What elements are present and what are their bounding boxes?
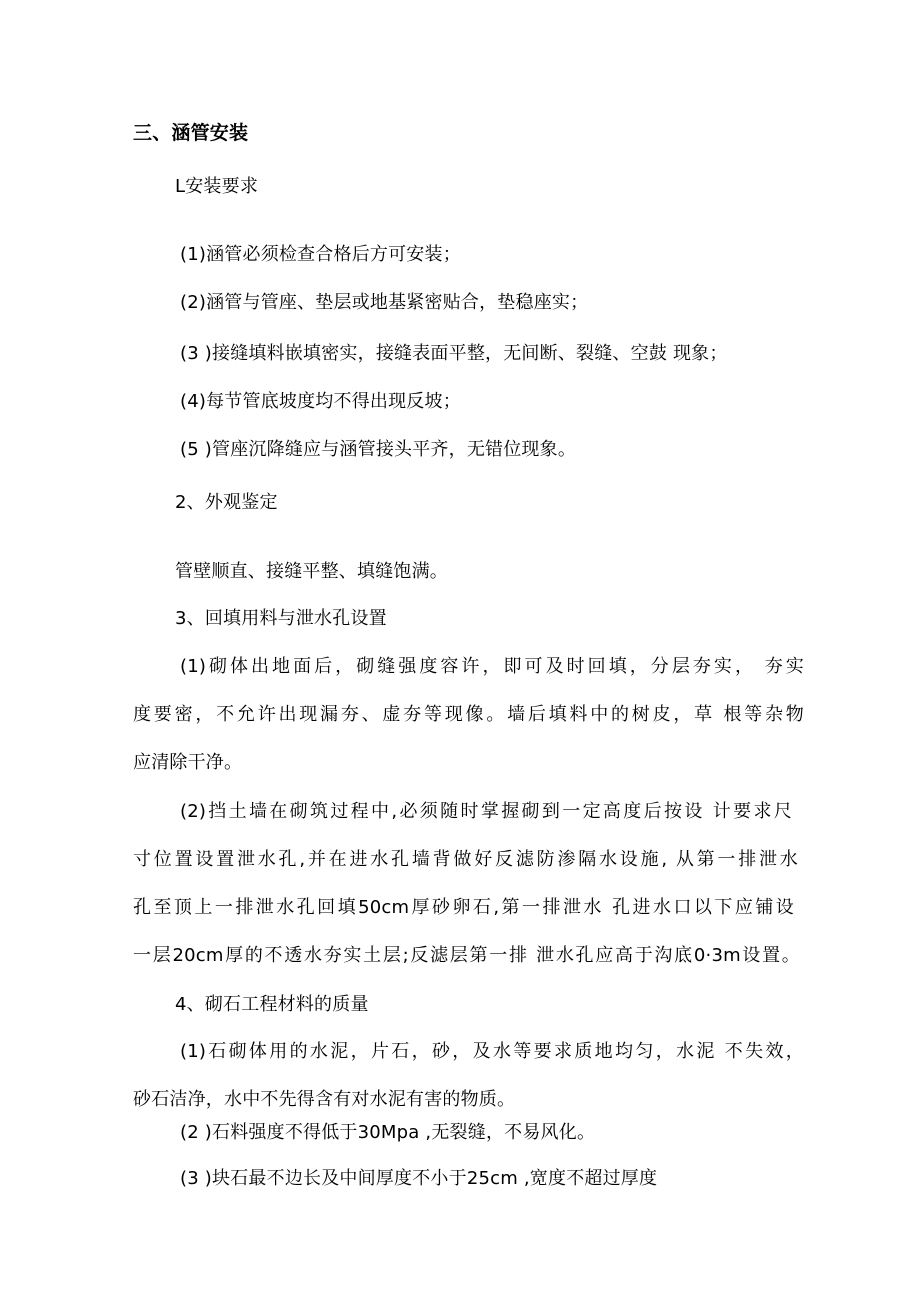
sub3-p2-line-1: (2)挡土墙在砌筑过程中,必须随时掌握砌到一定高度后按设 计要求尺 xyxy=(180,801,792,822)
section-title: 三、涵管安装 xyxy=(133,122,249,144)
subsection-2-title: 2、外观鉴定 xyxy=(175,492,278,513)
sub1-item-1: (1)涵管必须检查合格后方可安装； xyxy=(180,244,461,265)
sub4-p1-line-2: 砂石洁净，水中不先得含有对水泥有害的物质。 xyxy=(133,1089,516,1110)
subsection-4-title: 4、砌石工程材料的质量 xyxy=(175,994,369,1015)
sub4-p2: (2 )石料强度不得低于30Mpa ,无裂缝，不易风化。 xyxy=(180,1122,596,1143)
sub1-item-3: (3 )接缝填料嵌填密实，接缝表面平整，无间断、裂缝、空鼓 现象； xyxy=(180,343,728,364)
sub4-p1-line-1: (1)石砌体用的水泥，片石，砂，及水等要求质地均匀，水泥 不失效， xyxy=(180,1041,804,1062)
sub3-p2-line-3: 孔至顶上一排泄水孔回填50cm厚砂卵石,第一排泄水 孔进水口以下应铺设 xyxy=(133,897,794,918)
sub3-p1-line-2: 度要密，不允许出现漏夯、虚夯等现像。墙后填料中的树皮，草 根等杂物 xyxy=(133,704,804,725)
sub4-p3: (3 )块石最不边长及中间厚度不小于25cm ,宽度不超过厚度 xyxy=(180,1168,658,1189)
sub3-p1-line-1: (1)砌体出地面后，砌缝强度容许，即可及时回填，分层夯实， 夯实 xyxy=(180,656,804,677)
sub1-item-4: (4)每节管底坡度均不得出现反坡； xyxy=(180,391,461,412)
sub3-p2-line-2: 寸位置设置泄水孔,并在进水孔墙背做好反滤防渗隔水设施, 从第一排泄水 xyxy=(133,849,798,870)
sub1-item-2: (2)涵管与管座、垫层或地基紧密贴合，垫稳座实； xyxy=(180,292,589,313)
sub3-p2-line-4: 一层20cm厚的不透水夯实土层;反滤层第一排 泄水孔应高于沟底0·3m设置。 xyxy=(133,945,800,966)
subsection-3-title: 3、回填用料与泄水孔设置 xyxy=(175,608,387,629)
subsection-1-title: L安装要求 xyxy=(175,176,259,197)
sub1-item-5: (5 )管座沉降缝应与涵管接头平齐，无错位现象。 xyxy=(180,439,577,460)
sub2-text: 管壁顺直、接缝平整、填缝饱满。 xyxy=(175,561,448,582)
sub3-p1-line-3: 应清除干净。 xyxy=(133,752,243,773)
